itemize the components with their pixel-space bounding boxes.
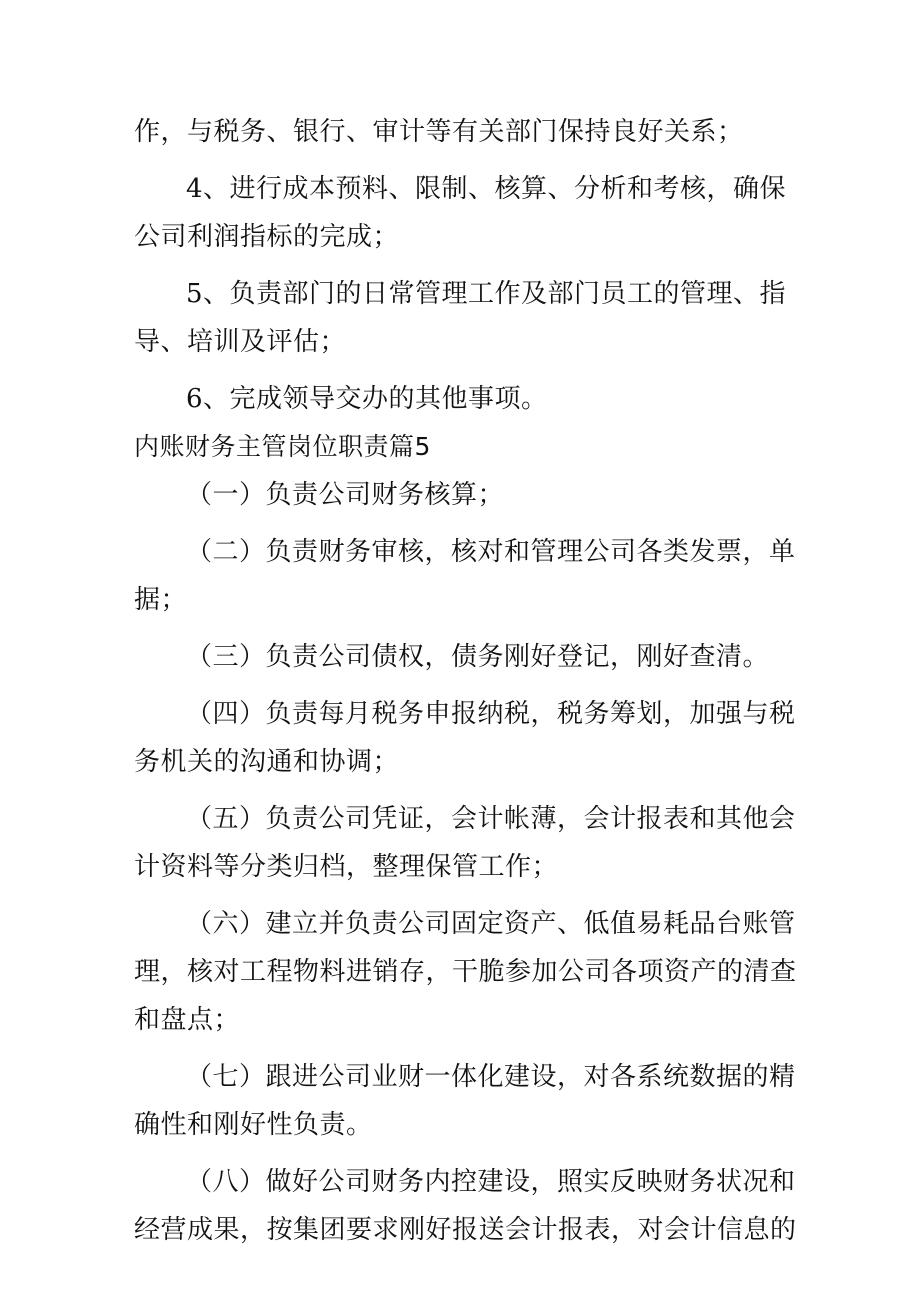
text-line: （五）负责公司凭证，会计帐薄，会计报表和其他会 xyxy=(186,804,796,834)
paragraph-duty-5 xyxy=(134,795,794,891)
paragraph-duty-2 xyxy=(134,528,794,624)
text-line: （一）负责公司财务核算； xyxy=(186,480,505,510)
text-line: 公司利润指标的完成； xyxy=(134,222,400,252)
text-line: （四）负责每月税务申报纳税，税务筹划，加强与税 xyxy=(186,699,796,729)
text-line: 导、培训及评估； xyxy=(134,327,347,357)
text-line: （八）做好公司财务内控建设，照实反映财务状况和 xyxy=(186,1167,796,1197)
paragraph-continuation xyxy=(134,108,794,156)
text-line: 5、负责部门的日常管理工作及部门员工的管理、指 xyxy=(186,279,787,309)
text-line: 据； xyxy=(134,585,188,615)
text-line: 理，核对工程物料进销存，干脆参加公司各项资产的清查 xyxy=(134,957,797,987)
section-title: 内账财务主管岗位职责篇5 xyxy=(134,432,431,461)
text-line: 4、进行成本预料、限制、核算、分析和考核，确保 xyxy=(186,174,787,204)
text-line: 经营成果，按集团要求刚好报送会计报表，对会计信息的 xyxy=(134,1215,797,1245)
paragraph-duty-8 xyxy=(134,1158,797,1254)
paragraph-duty-7 xyxy=(134,1053,794,1149)
text-line: 确性和刚好性负责。 xyxy=(134,1110,373,1140)
text-line: （二）负责财务审核，核对和管理公司各类发票，单 xyxy=(186,537,796,567)
paragraph-item-4 xyxy=(134,165,794,261)
paragraph-duty-3 xyxy=(134,633,794,681)
text-line: 务机关的沟通和协调； xyxy=(134,747,400,777)
paragraph-item-6 xyxy=(134,375,794,423)
paragraph-item-5 xyxy=(134,270,794,366)
text-line: 和盘点； xyxy=(134,1005,241,1035)
paragraph-duty-4 xyxy=(134,690,794,786)
text-line: 作，与税务、银行、审计等有关部门保持良好关系； xyxy=(134,117,744,147)
paragraph-duty-1 xyxy=(134,471,794,519)
paragraph-duty-6 xyxy=(134,900,797,1044)
text-line: （三）负责公司债权，债务刚好登记，刚好查清。 xyxy=(186,642,770,672)
text-line: 计资料等分类归档，整理保管工作； xyxy=(134,852,559,882)
text-line: （七）跟进公司业财一体化建设，对各系统数据的精 xyxy=(186,1062,796,1092)
text-line: （六）建立并负责公司固定资产、低值易耗品台账管 xyxy=(186,909,796,939)
document-body xyxy=(134,108,797,1254)
text-line: 6、完成领导交办的其他事项。 xyxy=(186,384,548,414)
